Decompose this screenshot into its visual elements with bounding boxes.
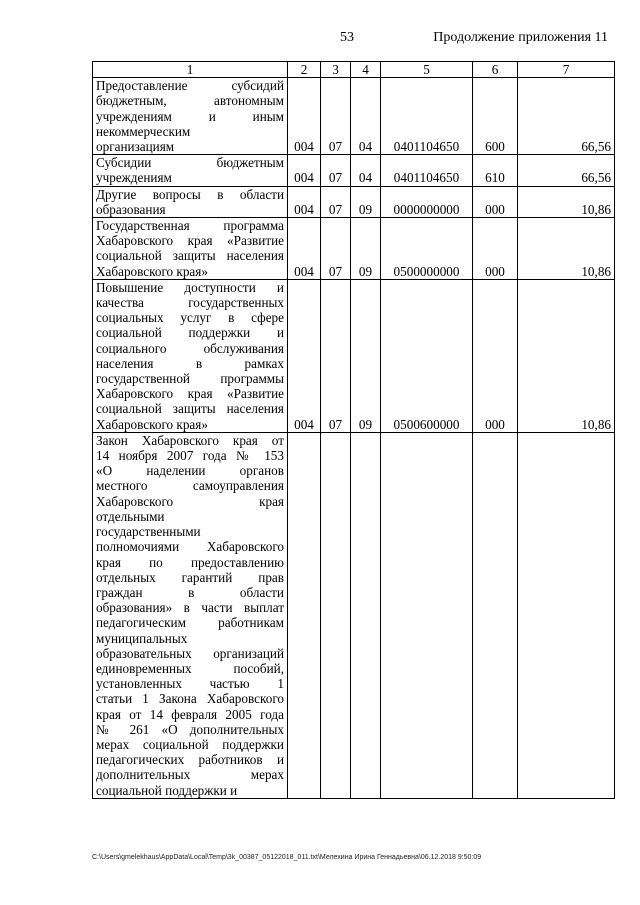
description-line: отдельными	[96, 508, 165, 524]
description-line: образования» в части выплат	[96, 600, 284, 616]
cell-ministry-code: 004	[288, 279, 321, 432]
description-line: Повышение доступности и	[96, 279, 284, 295]
column-header: 1	[93, 62, 288, 78]
page-number: 53	[340, 30, 354, 45]
table-row	[93, 186, 615, 217]
description-line: государственными	[96, 524, 201, 540]
description-line: педагогическим работникам	[96, 615, 284, 631]
description-line: полномочиями Хабаровского	[96, 539, 284, 555]
description-line: отдельных гарантий прав	[96, 569, 284, 585]
cell-subsection: 09	[351, 186, 381, 217]
cell-amount: 10,86	[518, 186, 615, 217]
description-line: 14 ноября 2007 года № 153	[96, 448, 284, 464]
cell-ministry-code: 004	[288, 155, 321, 186]
description-line: граждан в области	[96, 584, 284, 600]
description-line: социальной поддержки и	[96, 325, 284, 341]
cell-subsection	[351, 432, 381, 798]
table-row	[93, 218, 615, 280]
cell-ministry-code	[288, 432, 321, 798]
cell-ministry-code: 004	[288, 78, 321, 155]
budget-table	[92, 61, 615, 799]
description-line: населения в рамках	[96, 355, 284, 371]
description-line: Закон Хабаровского края от	[96, 432, 284, 448]
row-description	[93, 218, 288, 280]
cell-expense-type: 000	[473, 218, 518, 280]
description-line: социальной защиты населения	[96, 401, 284, 417]
description-line: учреждениям	[96, 170, 172, 186]
column-header: 3	[321, 62, 351, 78]
description-line: Хабаровского края»	[96, 416, 208, 432]
description-line: Государственная программа	[96, 218, 284, 234]
cell-target-article: 0500000000	[381, 218, 473, 280]
description-line: качества государственных	[96, 295, 284, 311]
cell-amount: 66,56	[518, 155, 615, 186]
column-header: 6	[473, 62, 518, 78]
description-line: единовременных пособий,	[96, 660, 284, 676]
description-line: Хабаровского края «Развитие	[96, 386, 284, 402]
cell-section: 07	[321, 279, 351, 432]
description-line: статьи 1 Закона Хабаровского	[96, 691, 284, 707]
column-header: 7	[518, 62, 615, 78]
cell-subsection: 04	[351, 78, 381, 155]
row-description	[93, 279, 288, 432]
cell-ministry-code: 004	[288, 186, 321, 217]
cell-subsection: 09	[351, 218, 381, 280]
description-line: социальных услуг в сфере	[96, 310, 284, 326]
description-line: дополнительных мерах	[96, 767, 284, 783]
cell-target-article	[381, 432, 473, 798]
description-line: некоммерческим	[96, 123, 191, 139]
cell-section: 07	[321, 78, 351, 155]
cell-section	[321, 432, 351, 798]
row-description	[93, 155, 288, 186]
cell-amount: 10,86	[518, 279, 615, 432]
table-row	[93, 155, 615, 186]
description-line: края по предоставлению	[96, 554, 284, 570]
description-line: края от 14 февраля 2005 года	[96, 706, 284, 722]
cell-expense-type	[473, 432, 518, 798]
cell-target-article: 0000000000	[381, 186, 473, 217]
description-line: Субсидии бюджетным	[96, 155, 284, 171]
table-row	[93, 279, 615, 432]
description-line: Хабаровского края»	[96, 263, 208, 279]
description-line: Другие вопросы в области	[96, 186, 284, 202]
cell-expense-type: 600	[473, 78, 518, 155]
cell-target-article: 0500600000	[381, 279, 473, 432]
row-description	[93, 432, 288, 798]
cell-ministry-code: 004	[288, 218, 321, 280]
description-line: бюджетным, автономным	[96, 93, 284, 109]
description-line: местного самоуправления	[96, 478, 284, 494]
description-line: образовательных организаций	[96, 645, 284, 661]
column-header: 4	[351, 62, 381, 78]
footer-file-path: C:\Users\gmelekhaus\AppData\Local\Temp\3k_00387_05122018_011.txt\Мелехина Ирина Геннадьевна\06.12.2018 9:50:09	[92, 854, 482, 861]
description-line: организациям	[96, 139, 175, 155]
description-line: «О наделении органов	[96, 463, 284, 479]
description-line: Хабаровского края	[96, 493, 284, 509]
cell-amount	[518, 432, 615, 798]
description-line: Хабаровского края «Развитие	[96, 233, 284, 249]
description-line: № 261 «О дополнительных	[96, 721, 284, 737]
cell-amount: 66,56	[518, 78, 615, 155]
description-line: социального обслуживания	[96, 340, 284, 356]
description-line: педагогических работников и	[96, 752, 284, 768]
table-row	[93, 432, 615, 798]
description-line: социальной защиты населения	[96, 248, 284, 264]
column-header: 2	[288, 62, 321, 78]
cell-expense-type: 610	[473, 155, 518, 186]
table-header-row	[93, 62, 615, 78]
description-line: образования	[96, 201, 166, 217]
cell-amount: 10,86	[518, 218, 615, 280]
table-row	[93, 78, 615, 155]
cell-subsection: 09	[351, 279, 381, 432]
cell-target-article: 0401104650	[381, 78, 473, 155]
cell-subsection: 04	[351, 155, 381, 186]
cell-expense-type: 000	[473, 186, 518, 217]
description-line: социальной поддержки и	[96, 782, 238, 798]
cell-expense-type: 000	[473, 279, 518, 432]
cell-section: 07	[321, 186, 351, 217]
description-line: государственной программы	[96, 371, 284, 387]
column-header: 5	[381, 62, 473, 78]
row-description	[93, 186, 288, 217]
description-line: мерах социальной поддержки	[96, 736, 284, 752]
description-line: муниципальных	[96, 630, 188, 646]
appendix-note: Продолжение приложения 11	[433, 30, 608, 45]
cell-section: 07	[321, 218, 351, 280]
description-line: Предоставление субсидий	[96, 78, 284, 94]
description-line: установленных частью 1	[96, 676, 284, 692]
row-description	[93, 78, 288, 155]
cell-target-article: 0401104650	[381, 155, 473, 186]
description-line: учреждениям и иным	[96, 108, 284, 124]
cell-section: 07	[321, 155, 351, 186]
